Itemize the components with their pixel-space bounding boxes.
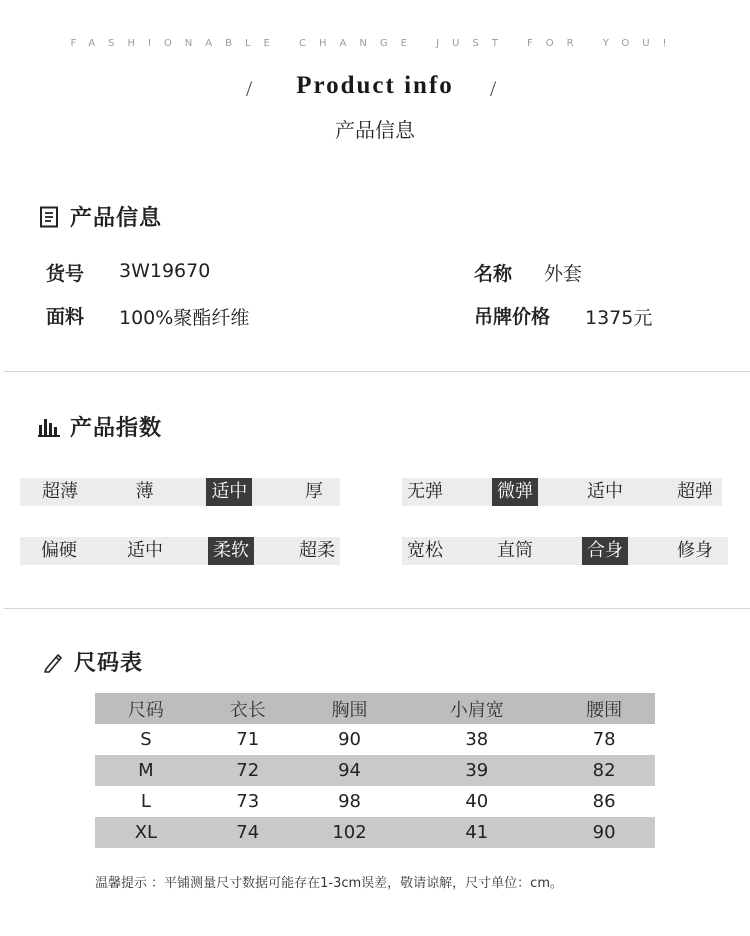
table-cell: 94 bbox=[299, 755, 401, 786]
scale-option-selected: 微弹 bbox=[492, 478, 538, 506]
fit-scale bbox=[402, 537, 728, 565]
product-info-heading bbox=[38, 201, 162, 232]
tag-price-label: 吊牌价格 bbox=[474, 306, 551, 328]
table-header-cell: 衣长 bbox=[197, 693, 299, 724]
table-cell: 98 bbox=[338, 791, 361, 812]
document-icon bbox=[38, 206, 60, 228]
table-cell: 38 bbox=[465, 729, 489, 750]
bar-chart-icon bbox=[38, 416, 60, 438]
tagline: FASHIONABLE CHANGE JUST FOR YOU! bbox=[70, 38, 680, 49]
section-title: 尺码表 bbox=[74, 651, 144, 676]
table-row bbox=[95, 755, 655, 786]
table-cell: 74 bbox=[197, 817, 299, 848]
table-header-row bbox=[95, 693, 655, 724]
table-cell: 78 bbox=[592, 729, 616, 750]
table-row bbox=[95, 786, 655, 817]
size-chart-heading bbox=[42, 646, 143, 677]
softness-scale bbox=[20, 537, 340, 565]
title-slash-left: / bbox=[246, 76, 253, 101]
size-table bbox=[95, 693, 655, 848]
item-number-label: 货号 bbox=[46, 263, 85, 285]
scale-option: 超柔 bbox=[299, 540, 335, 561]
scale-option: 超弹 bbox=[677, 481, 713, 502]
table-cell: 41 bbox=[400, 817, 553, 848]
table-header-cell: 尺码 bbox=[95, 693, 197, 724]
thickness-scale bbox=[20, 478, 340, 506]
fabric-label: 面料 bbox=[46, 306, 85, 328]
table-cell: S bbox=[140, 729, 152, 750]
scale-option: 宽松 bbox=[407, 540, 443, 561]
scale-option-selected: 合身 bbox=[582, 537, 628, 565]
page-title: Product info bbox=[296, 72, 454, 99]
table-cell: 86 bbox=[592, 791, 616, 812]
table-cell: 90 bbox=[338, 729, 361, 750]
table-cell: 102 bbox=[299, 817, 401, 848]
name-value: 外套 bbox=[544, 263, 583, 285]
product-index-heading bbox=[38, 411, 162, 442]
section-title: 产品指数 bbox=[70, 416, 163, 441]
item-number-value: 3W19670 bbox=[119, 260, 211, 282]
table-cell: 40 bbox=[465, 791, 489, 812]
page-subtitle: 产品信息 bbox=[335, 118, 415, 142]
table-cell: 82 bbox=[553, 755, 655, 786]
table-cell: 71 bbox=[236, 729, 260, 750]
scale-option: 修身 bbox=[677, 540, 713, 561]
scale-option-selected: 适中 bbox=[206, 478, 252, 506]
measurement-note: 温馨提示 ：平铺测量尺寸数据可能存在1-3cm误差，敬请谅解，尺寸单位：cm。 bbox=[95, 876, 563, 891]
scale-option: 直筒 bbox=[497, 540, 533, 561]
section-divider bbox=[4, 371, 750, 372]
scale-option: 偏硬 bbox=[41, 540, 77, 561]
table-cell: 39 bbox=[400, 755, 553, 786]
table-row bbox=[95, 724, 655, 755]
table-row bbox=[95, 817, 655, 848]
title-slash-right: / bbox=[490, 76, 497, 101]
table-cell: M bbox=[95, 755, 197, 786]
name-label: 名称 bbox=[474, 263, 513, 285]
table-cell: XL bbox=[95, 817, 197, 848]
section-divider bbox=[4, 608, 750, 609]
table-cell: L bbox=[140, 791, 151, 812]
table-cell: 72 bbox=[197, 755, 299, 786]
table-header-cell: 小肩宽 bbox=[400, 693, 553, 724]
table-header-cell: 胸围 bbox=[299, 693, 401, 724]
scale-option: 无弹 bbox=[407, 481, 443, 502]
scale-option: 适中 bbox=[587, 481, 623, 502]
tag-price-value: 1375元 bbox=[585, 307, 653, 329]
scale-option-selected: 柔软 bbox=[208, 537, 254, 565]
section-title: 产品信息 bbox=[70, 206, 163, 231]
fabric-value: 100%聚酯纤维 bbox=[119, 307, 250, 329]
table-header-cell: 腰围 bbox=[553, 693, 655, 724]
scale-option: 薄 bbox=[135, 481, 154, 502]
table-cell: 90 bbox=[553, 817, 655, 848]
scale-option: 适中 bbox=[127, 540, 163, 561]
elasticity-scale bbox=[402, 478, 722, 506]
table-cell: 73 bbox=[236, 791, 260, 812]
scale-option: 厚 bbox=[304, 481, 323, 502]
scale-option: 超薄 bbox=[42, 481, 78, 502]
ruler-pencil-icon bbox=[42, 651, 64, 673]
